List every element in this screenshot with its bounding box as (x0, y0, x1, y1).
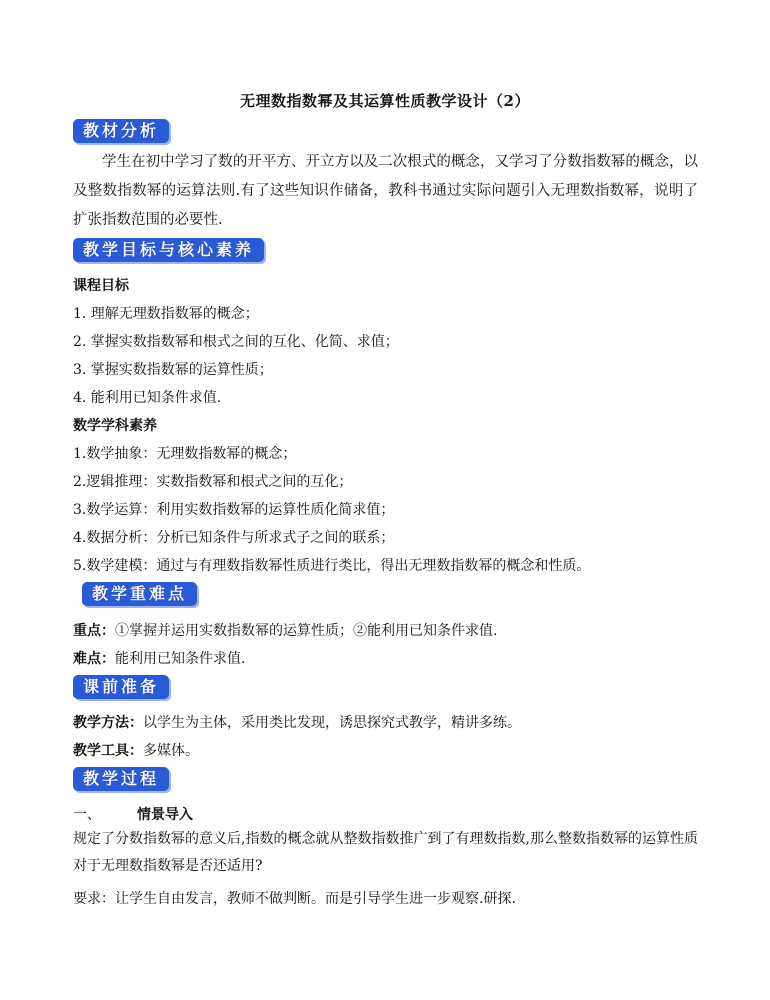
key-point-label: 重点： (73, 623, 115, 639)
literacy-item: 3.数学运算：利用实数指数幂的运算性质化简求值； (73, 502, 395, 518)
step-number: 一、 (73, 807, 101, 823)
section-heading-keypoints: 教学重难点 (82, 582, 197, 606)
requirement-text: 要求：让学生自由发言，教师不做判断。而是引导学生进一步观察.研探. (73, 891, 516, 907)
teaching-tool (73, 740, 199, 760)
section-heading-prep: 课前准备 (73, 675, 169, 699)
literacy-item: 5.数学建模：通过与有理数指数幂性质进行类比，得出无理数指数幂的概念和性质。 (73, 558, 591, 574)
course-goal-item: 2. 掌握实数指数幂和根式之间的互化、化简、求值； (73, 334, 399, 350)
course-goals-label: 课程目标 (73, 278, 129, 294)
step-title: 情景导入 (137, 807, 193, 823)
analysis-paragraph: 学生在初中学习了数的开平方、开立方以及二次根式的概念，又学习了分数指数幂的概念，以及整数指数幂的运算法则.有了这些知识作储备，教科书通过实际问题引入无理数指数幂，说明了扩张指数范围的必要性. (73, 154, 698, 228)
section-heading-analysis: 教材分析 (73, 119, 169, 143)
key-point-text: ①掌握并运用实数指数幂的运算性质；②能利用已知条件求值. (115, 623, 498, 639)
teaching-method-text: 以学生为主体，采用类比发现，诱思探究式教学，精讲多练。 (143, 715, 521, 731)
literacy-item: 1.数学抽象：无理数指数幂的概念； (73, 446, 297, 462)
section-heading-process: 教学过程 (73, 767, 169, 791)
literacy-item: 2.逻辑推理：实数指数幂和根式之间的互化； (73, 474, 353, 490)
teaching-tool-text: 多媒体。 (143, 743, 199, 759)
teaching-method-label: 教学方法： (73, 715, 143, 731)
course-goal-item: 1. 理解无理数指数幂的概念； (73, 306, 259, 322)
course-goal-item: 4. 能利用已知条件求值. (73, 390, 222, 406)
document-title: 无理数指数幂及其运算性质教学设计（2） (240, 92, 530, 110)
teaching-method (73, 712, 521, 732)
teaching-tool-label: 教学工具： (73, 743, 143, 759)
intro-paragraph: 规定了分数指数幂的意义后,指数的概念就从整数指数推广到了有理数指数,那么整数指数幂的运算性质对于无理数指数幂是否还适用? (73, 831, 698, 874)
difficult-point-text: 能利用已知条件求值. (115, 651, 246, 667)
step-heading (73, 804, 193, 824)
difficult-point (73, 648, 245, 668)
course-goal-item: 3. 掌握实数指数幂的运算性质； (73, 362, 273, 378)
key-point (73, 620, 497, 640)
difficult-point-label: 难点： (73, 651, 115, 667)
literacy-item: 4.数据分析：分析已知条件与所求式子之间的联系； (73, 530, 395, 546)
section-heading-goals: 教学目标与核心素养 (73, 238, 264, 262)
literacy-label: 数学学科素养 (73, 418, 157, 434)
